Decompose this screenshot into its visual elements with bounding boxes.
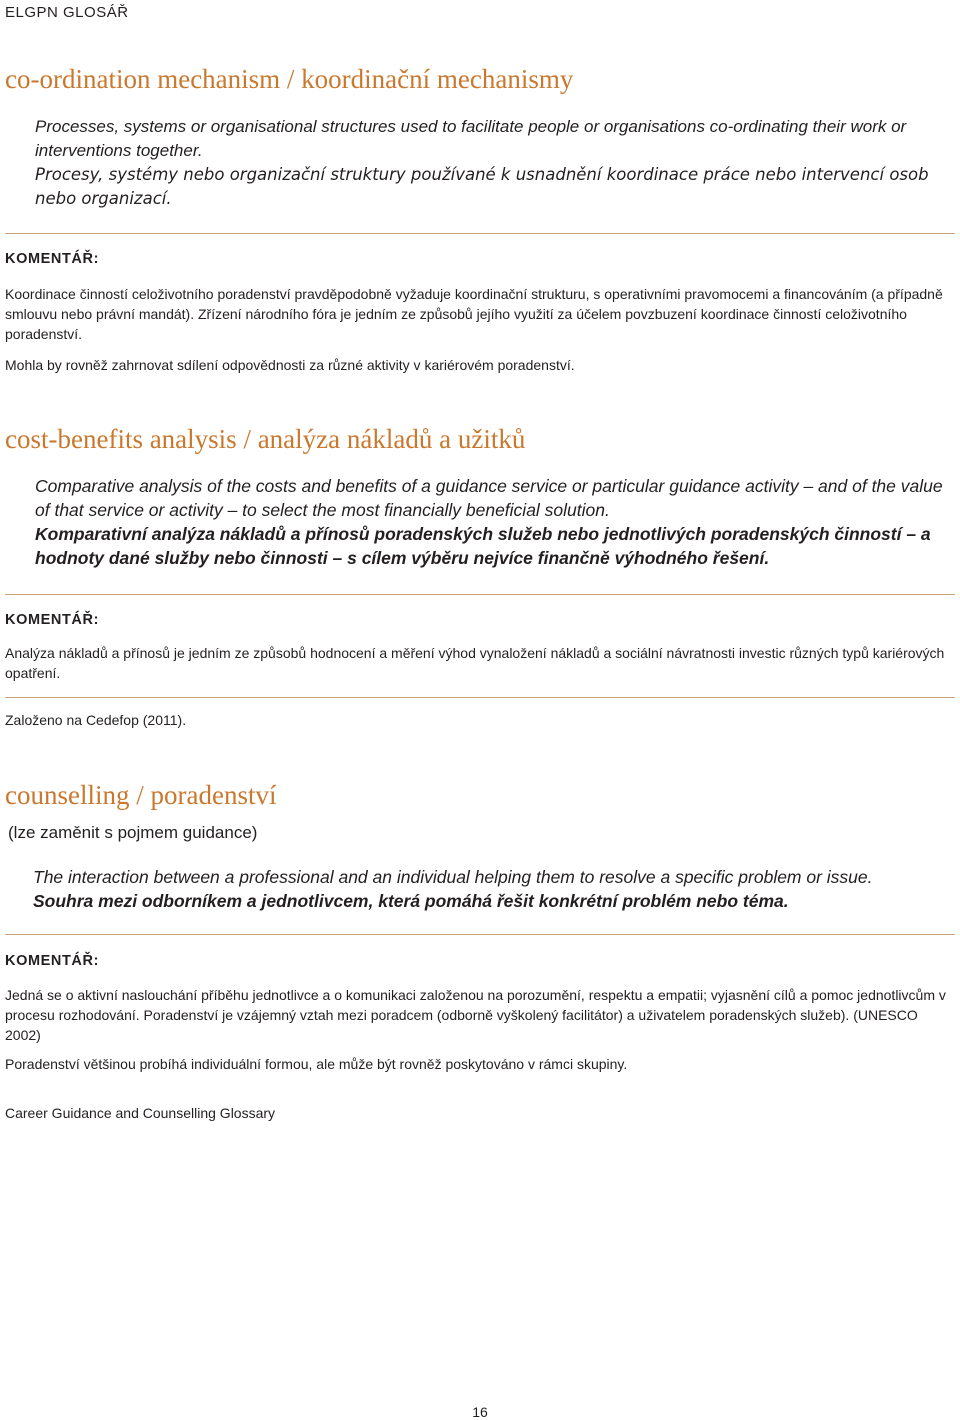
commentary-label: KOMENTÁŘ: (5, 251, 100, 267)
term-heading: cost-benefits analysis / analýza nákladů a užitků (5, 424, 526, 454)
section-divider (5, 697, 955, 698)
definition-czech: Procesy, systémy nebo organizační struktury používané k usnadnění koordinace práce nebo intervencí osob nebo organizací. (35, 165, 929, 208)
definition-english: Processes, systems or organisational structures used to facilitate people or organisations co-ordinating their work or interventions together. (35, 117, 907, 160)
section-divider (5, 233, 955, 234)
term-heading: co-ordination mechanism / koordinační mechanismy (5, 64, 574, 94)
section-divider (5, 594, 955, 595)
commentary-text (5, 643, 955, 683)
term-alternative-note: (lze zaměnit s pojmem guidance) (8, 823, 258, 842)
commentary-paragraph: Koordinace činností celoživotního poradenství pravděpodobně vyžaduje koordinační strukturu, s operativními pravomocemi a financováním (a případně smlouvu nebo právní mandát). Zřízení národního fóra je jedním ze způsobů jejího využití za účelem povzbuzení koordinace činností celoživotního poradenství. (5, 286, 943, 342)
commentary-paragraph: Analýza nákladů a přínosů je jedním ze způsobů hodnocení a měření výhod vynaložení nákladů a sociální návratnosti investic různých typů kariérových opatření. (5, 645, 945, 681)
commentary-paragraph: Jedná se o aktivní naslouchání příběhu jednotlivce a o komunikaci založenou na porozumění, respektu a empatii; vyjasnění cílů a pomoc jednotlivcům v procesu rozhodování. Poradenství je vzájemný vztah mezi poradcem (odborně vyškolený facilitátor) a uživatelem poradenských služeb). (UNESCO 2002) (5, 987, 946, 1043)
definition-czech: Komparativní analýza nákladů a přínosů poradenských služeb nebo jednotlivých poradenských činností – a hodnoty dané služby nebo činnosti – s cílem výběru nejvíce finančně výhodného řešení. (35, 524, 931, 568)
source-note: Založeno na Cedefop (2011). (5, 712, 187, 728)
term-definition (35, 115, 950, 211)
running-header: ELGPN GLOSÁŘ (5, 4, 129, 21)
term-definition (33, 865, 948, 913)
commentary-paragraph: Mohla by rovněž zahrnovat sdílení odpovědnosti za různé aktivity v kariérovém poradenství. (5, 357, 575, 373)
definition-english: The interaction between a professional and an individual helping them to resolve a specific problem or issue. (33, 867, 873, 887)
commentary-text (5, 284, 955, 375)
section-divider (5, 934, 955, 935)
commentary-text (5, 985, 955, 1074)
definition-czech: Souhra mezi odborníkem a jednotlivcem, která pomáhá řešit konkrétní problém nebo téma. (33, 891, 789, 911)
commentary-label: KOMENTÁŘ: (5, 612, 100, 628)
commentary-paragraph: Poradenství většinou probíhá individuální formou, ale může být rovněž poskytováno v rámci skupiny. (5, 1056, 628, 1072)
commentary-label: KOMENTÁŘ: (5, 953, 100, 969)
term-definition (35, 474, 950, 570)
page-number: 16 (472, 1404, 488, 1420)
term-heading: counselling / poradenství (5, 780, 277, 810)
definition-english: Comparative analysis of the costs and benefits of a guidance service or particular guidance activity – and of the value of that service or activity – to select the most financially beneficial solution. (35, 476, 943, 520)
glossary-title-footer: Career Guidance and Counselling Glossary (5, 1105, 276, 1121)
